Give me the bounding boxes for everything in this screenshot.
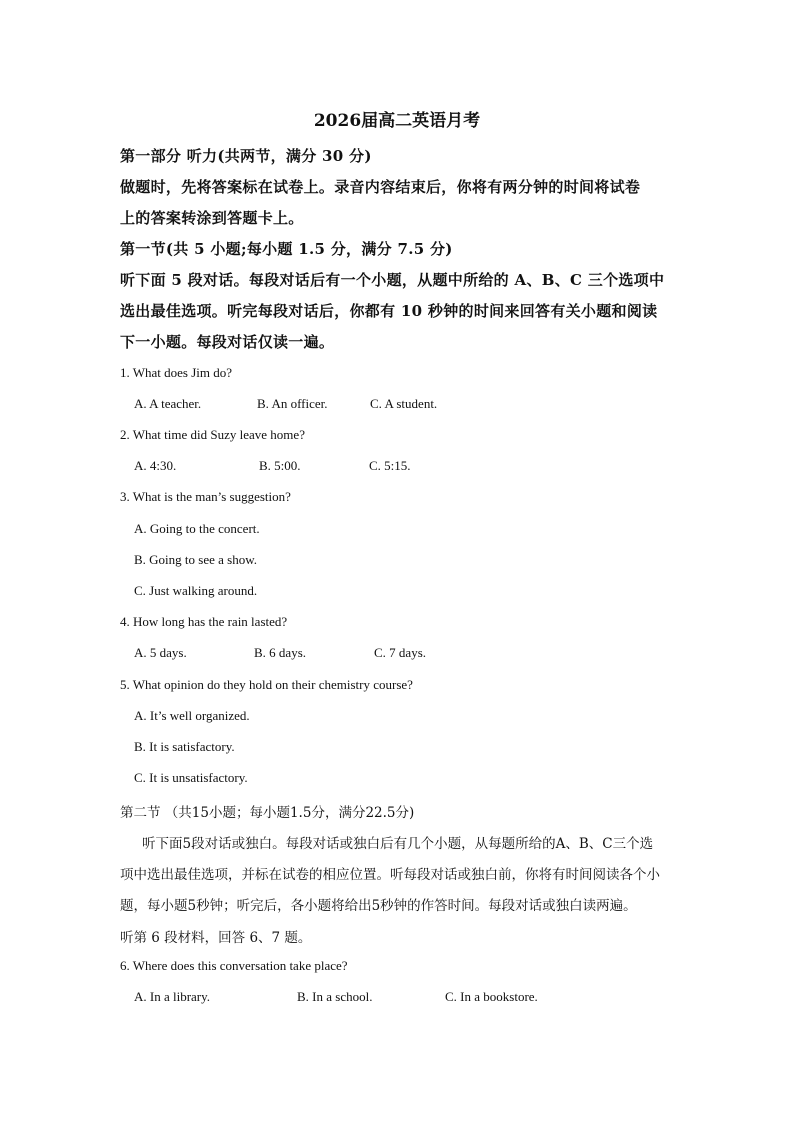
section1-heading: 第一节(共 5 小题;每小题 1.5 分，满分 7.5 分) <box>120 240 453 258</box>
question-5-text: 5. What opinion do they hold on their chemistry course? <box>120 677 413 692</box>
question-5-option-c: C. It is unsatisfactory. <box>134 770 248 785</box>
material-note: 听第 6 段材料，回答 6、7 题。 <box>120 930 312 946</box>
question-3-text: 3. What is the man’s suggestion? <box>120 489 291 504</box>
question-6-option-b: B. In a school. <box>297 989 373 1004</box>
question-2-text: 2. What time did Suzy leave home? <box>120 427 305 442</box>
question-5-option-a: A. It’s well organized. <box>134 708 250 723</box>
question-1-option-a: A. A teacher. <box>134 396 202 411</box>
question-2-option-c: C. 5:15. <box>369 458 411 473</box>
question-6-text: 6. Where does this conversation take place? <box>120 958 348 973</box>
section1-instruction-line: 下一小题。每段对话仅读一遍。 <box>120 333 335 351</box>
question-1-option-b: B. An officer. <box>257 396 328 411</box>
question-4-option-a: A. 5 days. <box>134 645 187 660</box>
section2-instruction-line: 听下面5段对话或独白。每段对话或独白后有几个小题，从每题所给的A、B、C三个选 <box>142 836 654 852</box>
question-3-option-a: A. Going to the concert. <box>134 521 260 536</box>
question-6-option-a: A. In a library. <box>134 989 211 1004</box>
part1-heading: 第一部分 听力(共两节，满分 30 分) <box>120 147 372 165</box>
part1-instruction-line: 上的答案转涂到答题卡上。 <box>120 209 304 227</box>
section2-instruction-line: 题，每小题5秒钟；听完后，各小题将给出5秒钟的作答时间。每段对话或独白读两遍。 <box>120 898 637 914</box>
section2-instruction-line: 项中选出最佳选项，并标在试卷的相应位置。听每段对话或独白前，你将有时间阅读各个小 <box>120 867 660 883</box>
question-4-option-b: B. 6 days. <box>254 645 306 660</box>
question-2-option-a: A. 4:30. <box>134 458 177 473</box>
question-4-option-c: C. 7 days. <box>374 645 426 660</box>
question-2-option-b: B. 5:00. <box>259 458 301 473</box>
question-3-option-b: B. Going to see a show. <box>134 552 258 567</box>
question-6-option-c: C. In a bookstore. <box>445 989 538 1004</box>
part1-instruction-line: 做题时，先将答案标在试卷上。录音内容结束后，你将有两分钟的时间将试卷 <box>120 178 641 196</box>
question-5-option-b: B. It is satisfactory. <box>134 739 235 754</box>
question-1-option-c: C. A student. <box>370 396 438 411</box>
question-4-text: 4. How long has the rain lasted? <box>120 614 288 629</box>
question-1-text: 1. What does Jim do? <box>120 365 233 380</box>
section2-heading: 第二节 （共15小题；每小题1.5分，满分22.5分) <box>120 805 415 821</box>
question-3-option-c: C. Just walking around. <box>134 583 258 598</box>
section1-instruction-line: 选出最佳选项。听完每段对话后，你都有 10 秒钟的时间来回答有关小题和阅读 <box>120 302 658 320</box>
page-title: 2026届高二英语月考 <box>313 111 481 131</box>
section1-instruction-line: 听下面 5 段对话。每段对话后有一个小题，从题中所给的 A、B、C 三个选项中 <box>120 271 665 289</box>
